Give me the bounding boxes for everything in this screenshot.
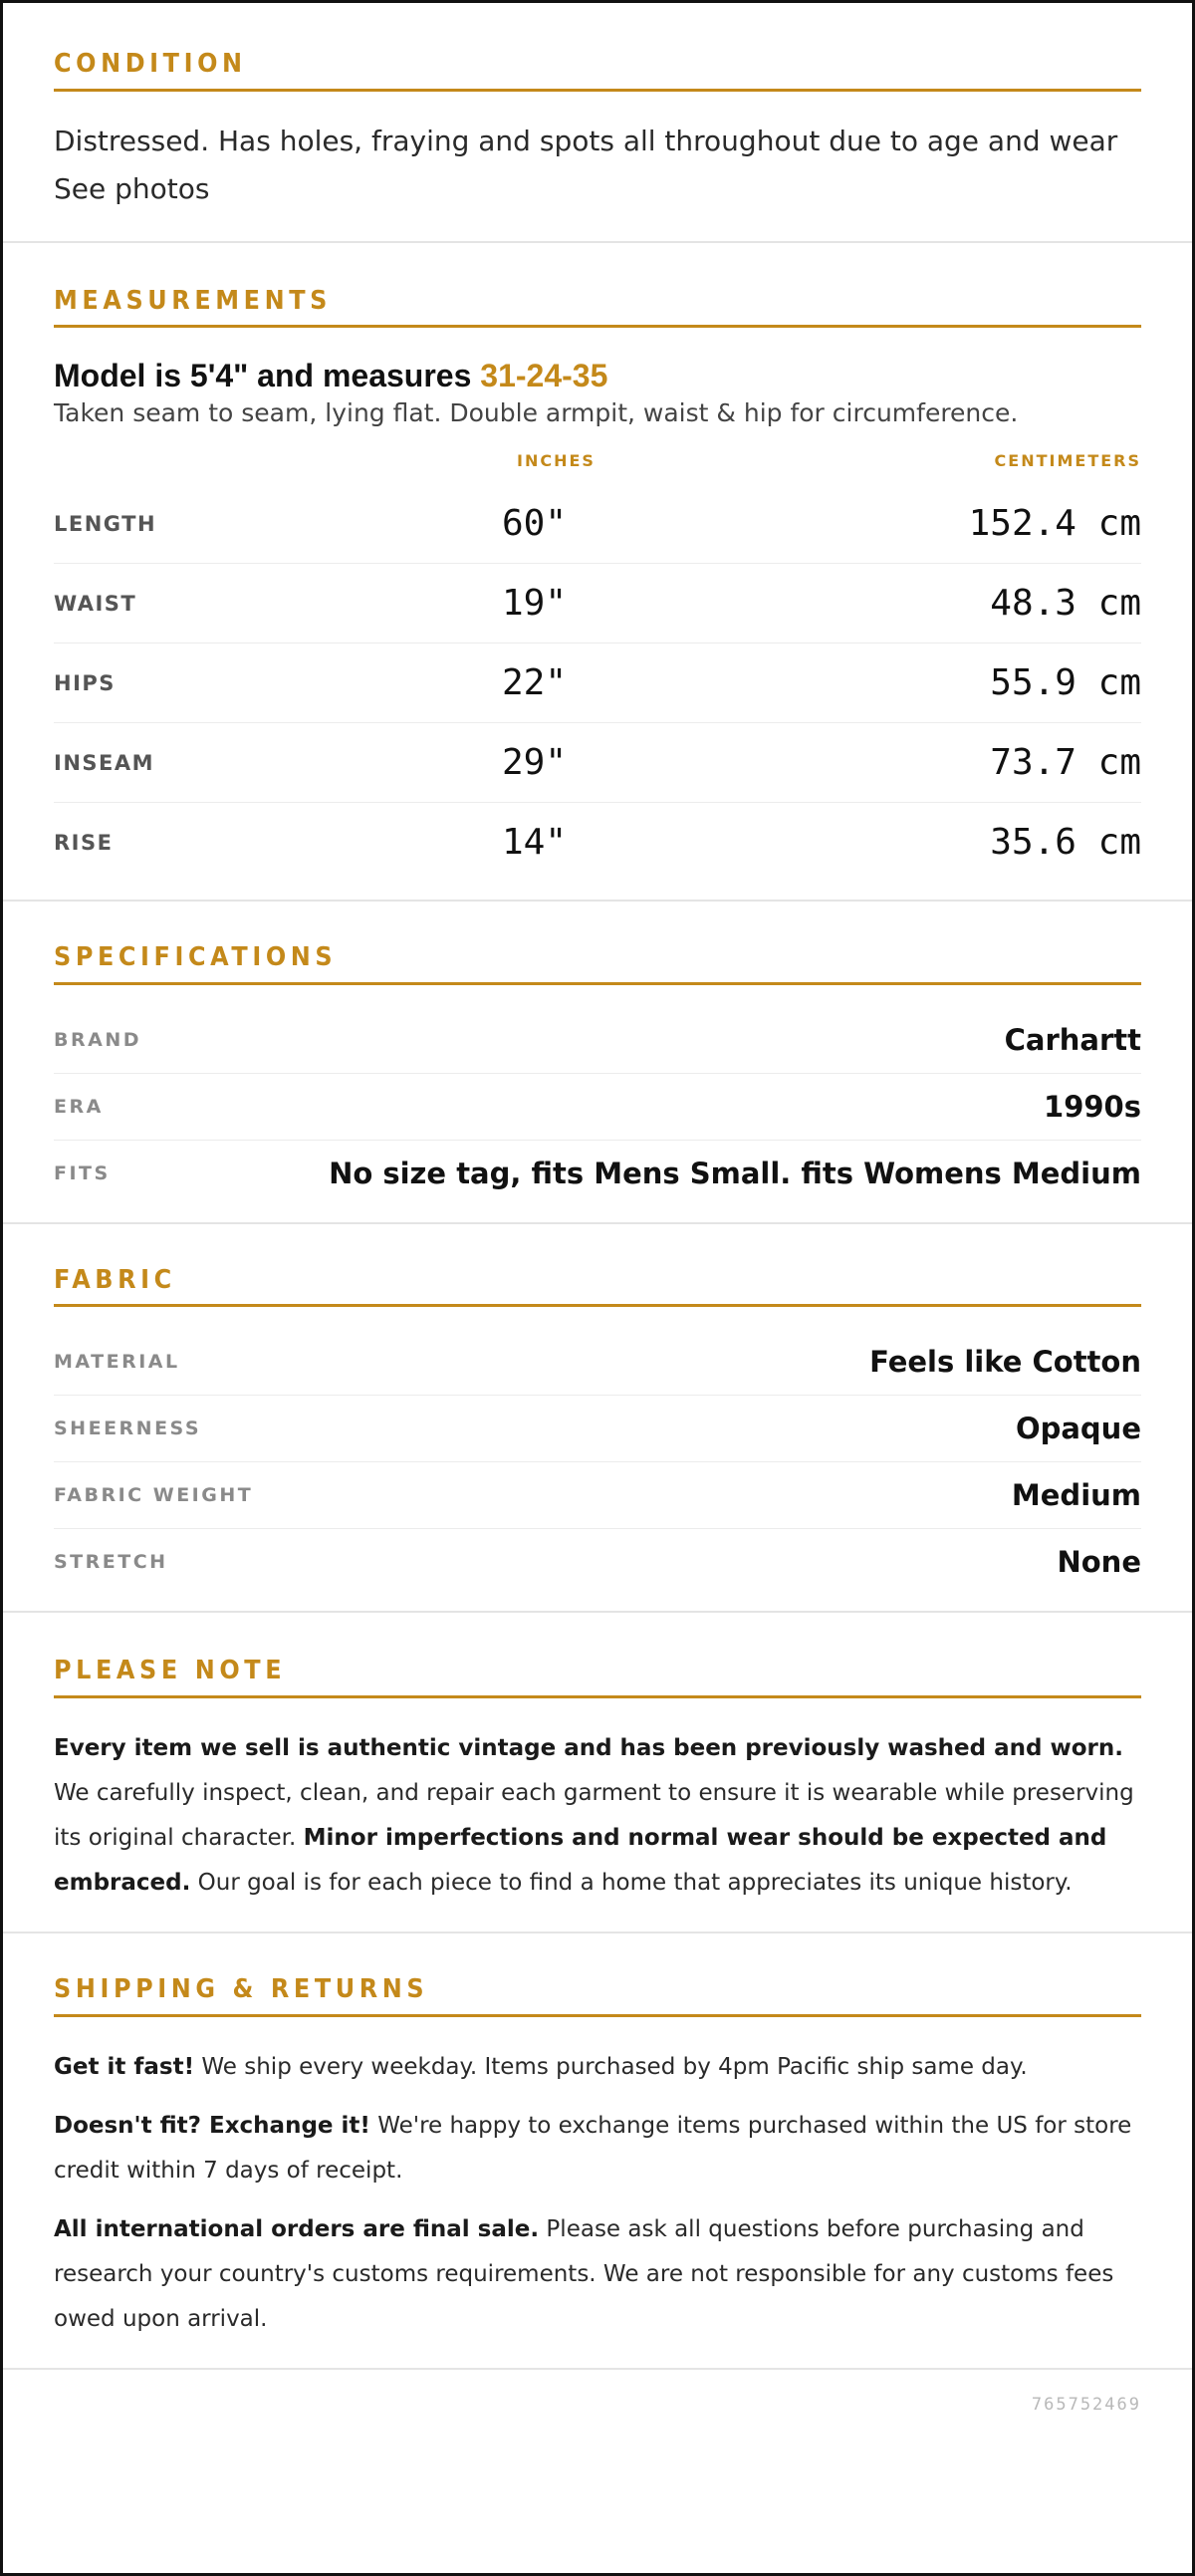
measurements-table-header (54, 451, 1141, 484)
fabric-value: Medium (1011, 1478, 1141, 1513)
note-bold-2: Minor imperfections and normal wear should be expected and embraced. (54, 1824, 1107, 1896)
list-item (54, 1529, 1141, 1595)
shipping-bold-1: Get it fast! (54, 2053, 195, 2080)
table-row (54, 644, 1141, 723)
measurement-label: LENGTH (54, 511, 157, 536)
item-id: 765752469 (1031, 2394, 1141, 2415)
list-item (54, 1141, 1141, 1206)
shipping-bold-3: All international orders are final sale. (54, 2215, 540, 2242)
shipping-paragraph-international (54, 2207, 1141, 2342)
spec-label: ERA (54, 1095, 104, 1118)
note-paragraph (54, 1726, 1141, 1906)
list-item (54, 1329, 1141, 1396)
fabric-value: Feels like Cotton (869, 1345, 1141, 1380)
measurement-inches: 14" (502, 822, 568, 864)
shipping-section (3, 1933, 1192, 2370)
fabric-label: MATERIAL (54, 1351, 180, 1374)
specifications-title: SPECIFICATIONS (54, 943, 1141, 985)
condition-text: Distressed. Has holes, fraying and spots all throughout due to age and wear See photos (54, 124, 1118, 205)
table-row (54, 803, 1141, 882)
spec-label: FITS (54, 1161, 111, 1184)
measurement-label: INSEAM (54, 750, 155, 775)
measurement-centimeters: 55.9 cm (990, 662, 1141, 704)
footer (3, 2370, 1192, 2440)
note-text-1: We carefully inspect, clean, and repair each garment to ensure it is wearable while preserving its original character. (54, 1779, 1134, 1851)
specifications-section (3, 902, 1192, 1224)
column-header-centimeters: CENTIMETERS (994, 451, 1141, 471)
measurement-inches: 60" (502, 503, 568, 545)
model-info-prefix: Model is 5'4" and measures (54, 358, 481, 394)
measurement-label: WAIST (54, 591, 137, 616)
spec-value: No size tag, fits Mens Small. fits Womens Medium (329, 1156, 1141, 1190)
list-item (54, 1074, 1141, 1141)
measurement-inches: 19" (502, 583, 568, 625)
measurement-centimeters: 73.7 cm (990, 742, 1141, 784)
shipping-paragraph-speed (54, 2045, 1141, 2090)
measurement-inches: 22" (502, 662, 568, 704)
fabric-section (3, 1224, 1192, 1614)
measurement-label: HIPS (54, 670, 116, 695)
condition-title: CONDITION (54, 50, 1141, 92)
note-text-2: Our goal is for each piece to find a home that appreciates its unique history. (190, 1869, 1073, 1896)
shipping-text-2: We're happy to exchange items purchased within the US for store credit within 7 days of receipt. (54, 2112, 1132, 2184)
column-header-inches: INCHES (517, 451, 596, 471)
table-row (54, 484, 1141, 564)
specifications-list (54, 1007, 1141, 1206)
fabric-value: Opaque (1015, 1412, 1141, 1446)
measurements-subtitle: Taken seam to seam, lying flat. Double armpit, waist & hip for circumference. (54, 398, 1019, 428)
note-section (3, 1613, 1192, 1933)
measurement-centimeters: 48.3 cm (990, 583, 1141, 625)
fabric-list (54, 1329, 1141, 1595)
list-item (54, 1007, 1141, 1074)
shipping-text-3: Please ask all questions before purchasing and research your country's customs requirements. We are not responsible for any customs fees owed upon arrival. (54, 2215, 1114, 2332)
measurements-title: MEASUREMENTS (54, 287, 1141, 329)
note-title: PLEASE NOTE (54, 1657, 1141, 1698)
list-item (54, 1396, 1141, 1462)
model-info (54, 358, 1141, 394)
table-row (54, 564, 1141, 644)
note-bold-1: Every item we sell is authentic vintage and has been previously washed and worn. (54, 1734, 1123, 1761)
shipping-paragraph-exchange (54, 2104, 1141, 2193)
fabric-label: SHEERNESS (54, 1417, 202, 1440)
fabric-label: STRETCH (54, 1551, 168, 1574)
list-item (54, 1462, 1141, 1529)
spec-label: BRAND (54, 1028, 141, 1051)
spec-value: Carhartt (1004, 1022, 1141, 1057)
measurements-section (3, 243, 1192, 902)
fabric-title: FABRIC (54, 1266, 1141, 1308)
measurement-label: RISE (54, 830, 114, 855)
measurements-table (54, 451, 1141, 882)
spec-value: 1990s (1044, 1089, 1141, 1124)
shipping-title: SHIPPING & RETURNS (54, 1975, 1141, 2017)
measurement-centimeters: 35.6 cm (990, 822, 1141, 864)
fabric-label: FABRIC WEIGHT (54, 1484, 254, 1507)
shipping-bold-2: Doesn't fit? Exchange it! (54, 2112, 370, 2139)
shipping-text-1: We ship every weekday. Items purchased by 4pm Pacific ship same day. (194, 2053, 1028, 2080)
measurement-centimeters: 152.4 cm (968, 503, 1141, 545)
table-row (54, 723, 1141, 803)
fabric-value: None (1057, 1545, 1141, 1580)
measurement-inches: 29" (502, 742, 568, 784)
model-measures: 31-24-35 (480, 358, 608, 394)
condition-section (3, 3, 1192, 243)
